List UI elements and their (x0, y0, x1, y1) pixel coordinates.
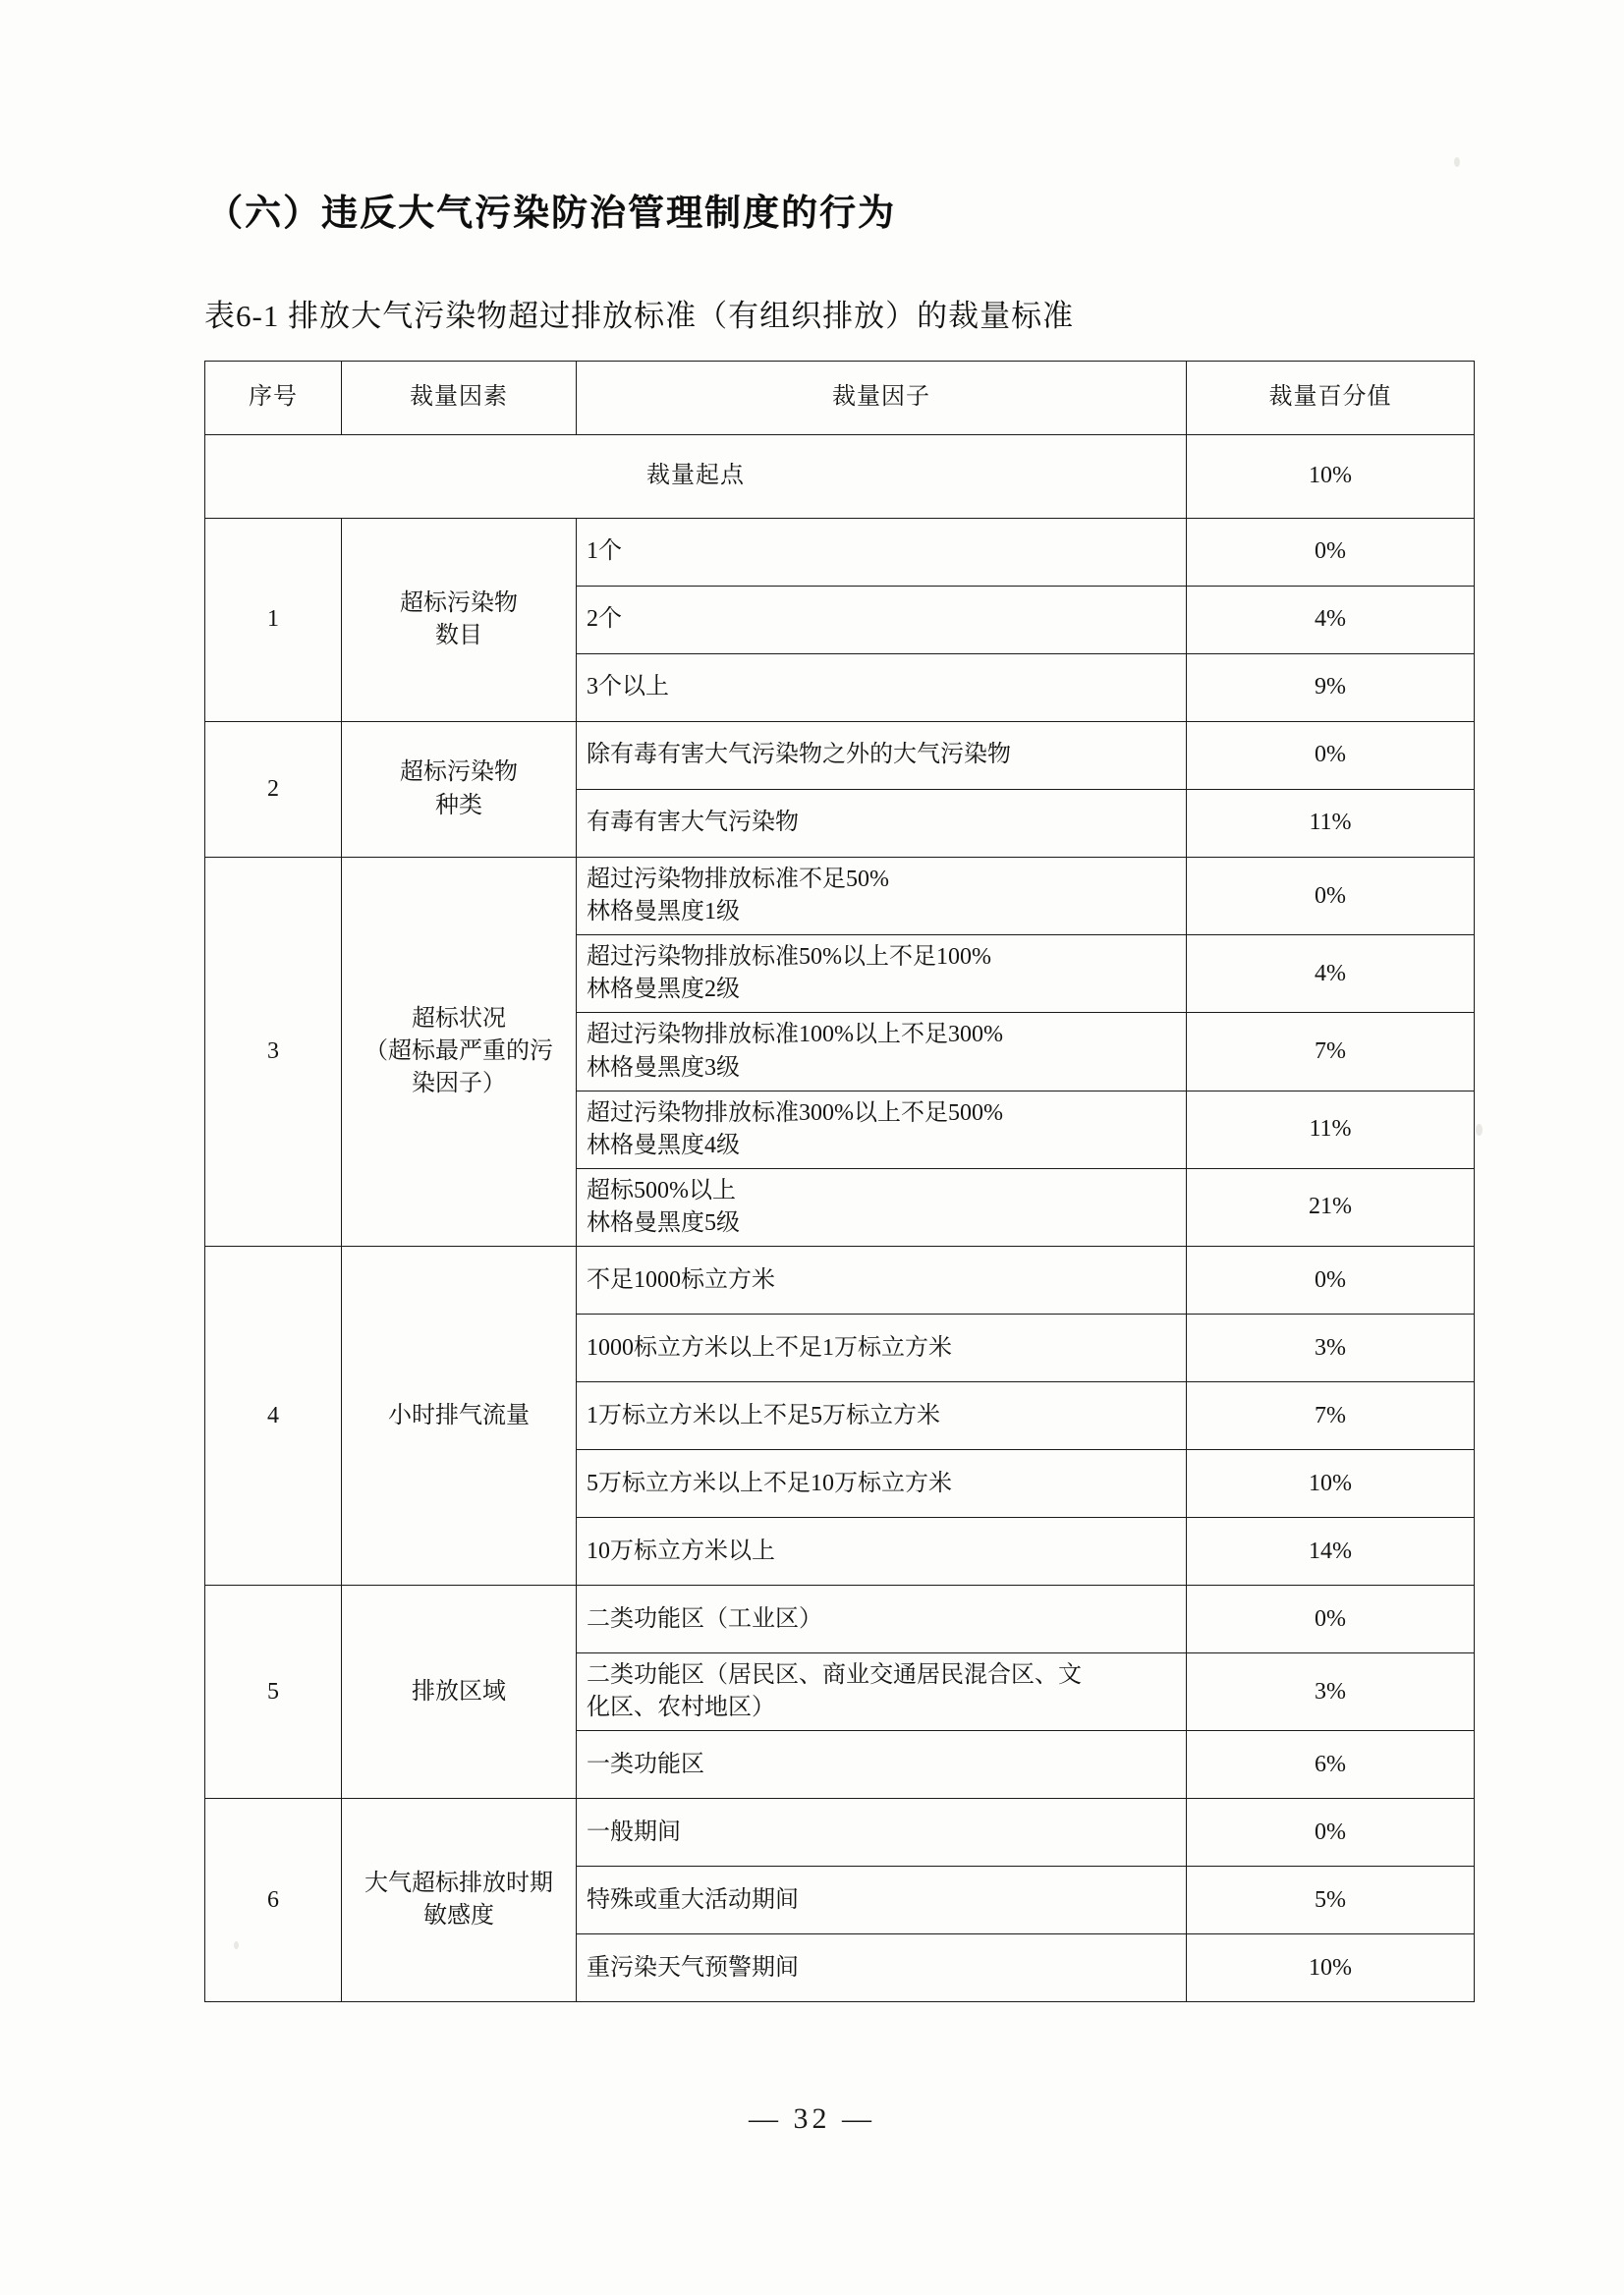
row-percent: 7% (1187, 1013, 1475, 1091)
row-item: 超标500%以上 林格曼黑度5级 (577, 1168, 1187, 1246)
page-content (202, 183, 1430, 2002)
table-row (205, 1586, 1475, 1653)
row-percent: 3% (1187, 1315, 1475, 1382)
row-percent: 3% (1187, 1653, 1475, 1731)
row-percent: 10% (1187, 1934, 1475, 2002)
row-item: 一类功能区 (577, 1731, 1187, 1799)
row-percent: 11% (1187, 1091, 1475, 1168)
row-item: 超过污染物排放标准100%以上不足300% 林格曼黑度3级 (577, 1013, 1187, 1091)
row-percent: 21% (1187, 1168, 1475, 1246)
row-number: 2 (205, 722, 342, 858)
row-percent: 6% (1187, 1731, 1475, 1799)
table-row (205, 1799, 1475, 1867)
row-item: 除有毒有害大气污染物之外的大气污染物 (577, 722, 1187, 790)
row-percent: 0% (1187, 1799, 1475, 1867)
row-number: 1 (205, 519, 342, 722)
row-number: 3 (205, 858, 342, 1247)
column-header-item: 裁量因子 (577, 362, 1187, 435)
row-item: 有毒有害大气污染物 (577, 790, 1187, 858)
row-percent: 0% (1187, 1247, 1475, 1315)
row-percent: 0% (1187, 1586, 1475, 1653)
row-item: 超过污染物排放标准300%以上不足500% 林格曼黑度4级 (577, 1091, 1187, 1168)
row-number: 6 (205, 1799, 342, 2002)
table-header (205, 362, 1475, 435)
scan-speck (1454, 157, 1460, 167)
table-header-row (205, 362, 1475, 435)
row-item: 1万标立方米以上不足5万标立方米 (577, 1382, 1187, 1450)
row-factor: 大气超标排放时期 敏感度 (342, 1799, 577, 2002)
row-item: 10万标立方米以上 (577, 1518, 1187, 1586)
row-item: 超过污染物排放标准不足50% 林格曼黑度1级 (577, 858, 1187, 935)
row-percent: 14% (1187, 1518, 1475, 1586)
row-percent: 4% (1187, 935, 1475, 1013)
table-row (205, 519, 1475, 587)
column-header-factor: 裁量因素 (342, 362, 577, 435)
row-percent: 0% (1187, 722, 1475, 790)
table-row (205, 1247, 1475, 1315)
row-factor: 超标污染物 种类 (342, 722, 577, 858)
row-item: 重污染天气预警期间 (577, 1934, 1187, 2002)
scan-speck (1476, 1124, 1483, 1136)
row-item: 二类功能区（工业区） (577, 1586, 1187, 1653)
column-header-percent: 裁量百分值 (1187, 362, 1475, 435)
row-item: 1000标立方米以上不足1万标立方米 (577, 1315, 1187, 1382)
table-row (205, 722, 1475, 790)
row-item: 特殊或重大活动期间 (577, 1867, 1187, 1934)
row-factor: 超标状况 （超标最严重的污 染因子） (342, 858, 577, 1247)
row-item: 2个 (577, 587, 1187, 654)
row-percent: 11% (1187, 790, 1475, 858)
table-caption: 表6-1 排放大气污染物超过排放标准（有组织排放）的裁量标准 (204, 299, 1075, 333)
discretion-standard-table (204, 361, 1475, 2002)
row-factor: 小时排气流量 (342, 1247, 577, 1586)
row-factor: 排放区域 (342, 1586, 577, 1799)
row-item: 3个以上 (577, 654, 1187, 722)
table-row (205, 858, 1475, 935)
column-header-no: 序号 (205, 362, 342, 435)
start-label: 裁量起点 (205, 435, 1187, 519)
row-percent: 9% (1187, 654, 1475, 722)
table-body (205, 435, 1475, 2002)
row-item: 二类功能区（居民区、商业交通居民混合区、文 化区、农村地区） (577, 1653, 1187, 1731)
row-percent: 0% (1187, 519, 1475, 587)
table-row-start (205, 435, 1475, 519)
row-percent: 5% (1187, 1867, 1475, 1934)
row-factor: 超标污染物 数目 (342, 519, 577, 722)
row-percent: 0% (1187, 858, 1475, 935)
start-value: 10% (1187, 435, 1475, 519)
page-number: — 32 — (749, 2102, 875, 2135)
row-item: 不足1000标立方米 (577, 1247, 1187, 1315)
row-item: 超过污染物排放标准50%以上不足100% 林格曼黑度2级 (577, 935, 1187, 1013)
row-percent: 4% (1187, 587, 1475, 654)
row-item: 1个 (577, 519, 1187, 587)
row-number: 4 (205, 1247, 342, 1586)
row-percent: 10% (1187, 1450, 1475, 1518)
row-item: 一般期间 (577, 1799, 1187, 1867)
section-title: （六）违反大气污染防治管理制度的行为 (206, 194, 896, 234)
row-percent: 7% (1187, 1382, 1475, 1450)
row-item: 5万标立方米以上不足10万标立方米 (577, 1450, 1187, 1518)
row-number: 5 (205, 1586, 342, 1799)
